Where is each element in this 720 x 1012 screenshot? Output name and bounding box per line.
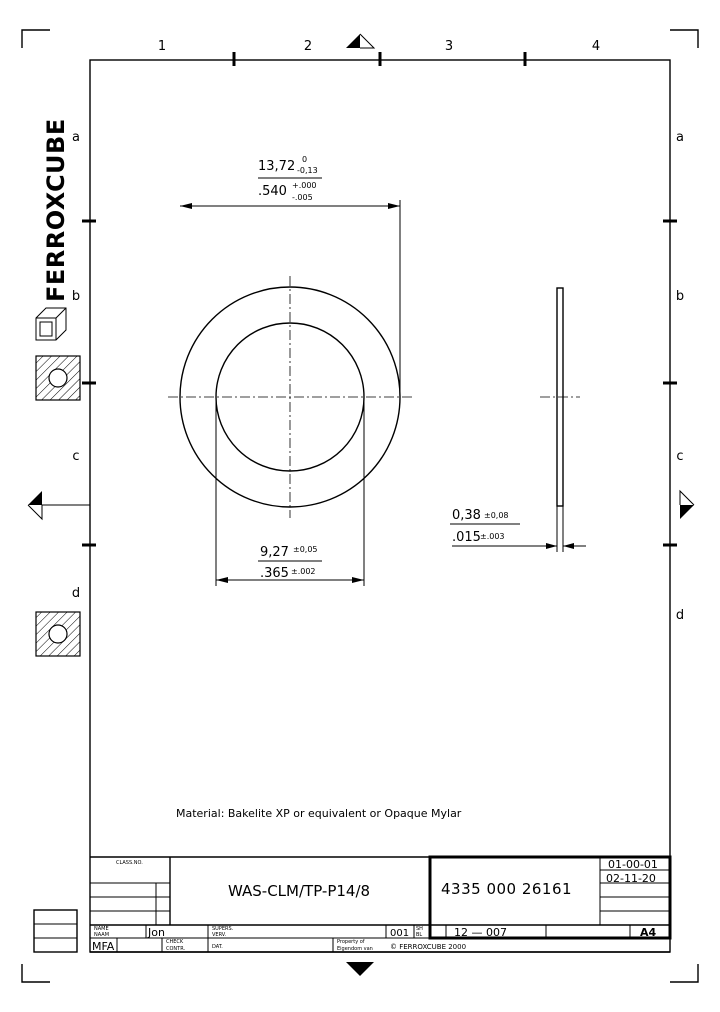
outer-diameter-inch-tol-lower: -.005 — [292, 193, 313, 202]
zone-row-c-right: c — [676, 449, 684, 464]
supers-label: SUPERS. — [212, 926, 234, 932]
inner-diameter-inch: .365 — [260, 566, 289, 581]
washer-front-view — [168, 276, 412, 518]
centering-arrow-left-icon — [28, 491, 90, 519]
verv-label: VERV. — [212, 932, 227, 938]
property-label-2: Eigendom van — [337, 946, 373, 952]
zone-row-c-left: c — [72, 449, 80, 464]
ferroxcube-logo — [36, 118, 70, 340]
dat-label: DAT. — [212, 944, 223, 950]
svg-text:FERROXCUBE: FERROXCUBE — [42, 118, 70, 302]
mfa-value: MFA — [92, 940, 115, 953]
zone-col-2: 2 — [303, 39, 313, 54]
outer-diameter-inch: .540 — [258, 184, 287, 199]
section-symbol-lower — [36, 612, 80, 656]
copyright: © FERROXCUBE 2000 — [390, 943, 467, 951]
top-zone-ticks — [234, 52, 525, 66]
centering-arrow-right-icon — [680, 491, 694, 519]
name-label: NAME — [94, 926, 109, 932]
zone-row-d-right: d — [675, 608, 685, 623]
thickness-inch: .015 — [452, 530, 481, 545]
zone-row-b-right: b — [675, 289, 685, 304]
thickness-mm-tol: ±0,08 — [484, 511, 509, 520]
zone-row-a-right: a — [676, 130, 684, 145]
centering-arrow-bottom-icon — [346, 962, 374, 976]
zone-row-b-left: b — [71, 289, 81, 304]
property-label-1: Property of — [337, 939, 365, 945]
outer-diameter-mm: 13,72 — [258, 159, 296, 174]
check-label: CHECK — [166, 939, 184, 945]
ferroxcube-cube-icon — [36, 308, 66, 340]
title-block — [90, 857, 670, 953]
class-no-label: CLASS.NO. — [116, 860, 143, 866]
sheet-label-sh: SH — [416, 926, 423, 932]
contr-label: CONTR. — [166, 946, 186, 952]
sheet-value: 001 — [390, 928, 410, 939]
sheet-range: 12 — 007 — [454, 926, 507, 939]
zone-col-4: 4 — [591, 39, 601, 54]
thickness-mm: 0,38 — [452, 508, 481, 523]
side-zone-ticks — [82, 221, 677, 545]
format-value: A4 — [640, 926, 657, 939]
corner-marks — [22, 30, 698, 982]
inner-diameter-inch-tol: ±.002 — [291, 567, 316, 576]
thickness-inch-tol: ±.003 — [480, 532, 505, 541]
outer-diameter-mm-tol-lower: -0,13 — [297, 166, 318, 175]
material-note: Material: Bakelite XP or equivalent or Opaque Mylar — [176, 807, 462, 820]
date-2: 02-11-20 — [606, 872, 656, 885]
drawing-title: WAS-CLM/TP-P14/8 — [228, 882, 371, 900]
name-value: Jon — [148, 926, 165, 939]
washer-side-view — [540, 288, 580, 506]
section-symbol-upper — [36, 356, 80, 400]
zone-col-3: 3 — [444, 39, 454, 54]
date-1: 01-00-01 — [608, 858, 658, 871]
outer-diameter-inch-tol-upper: +.000 — [292, 181, 317, 190]
zone-col-1: 1 — [157, 39, 167, 54]
centering-arrow-top-icon — [346, 34, 374, 48]
outer-diameter-mm-tol-upper: 0 — [302, 155, 308, 164]
stamp-box — [34, 910, 77, 952]
sheet-label-bl: BL — [416, 932, 423, 938]
part-number: 4335 000 26161 — [441, 880, 573, 898]
thickness-dimension — [450, 506, 586, 552]
inner-diameter-mm: 9,27 — [260, 545, 289, 560]
zone-row-d-left: d — [71, 586, 81, 601]
zone-row-a-left: a — [72, 130, 80, 145]
inner-diameter-mm-tol: ±0,05 — [293, 545, 318, 554]
naam-label: NAAM — [94, 932, 110, 938]
